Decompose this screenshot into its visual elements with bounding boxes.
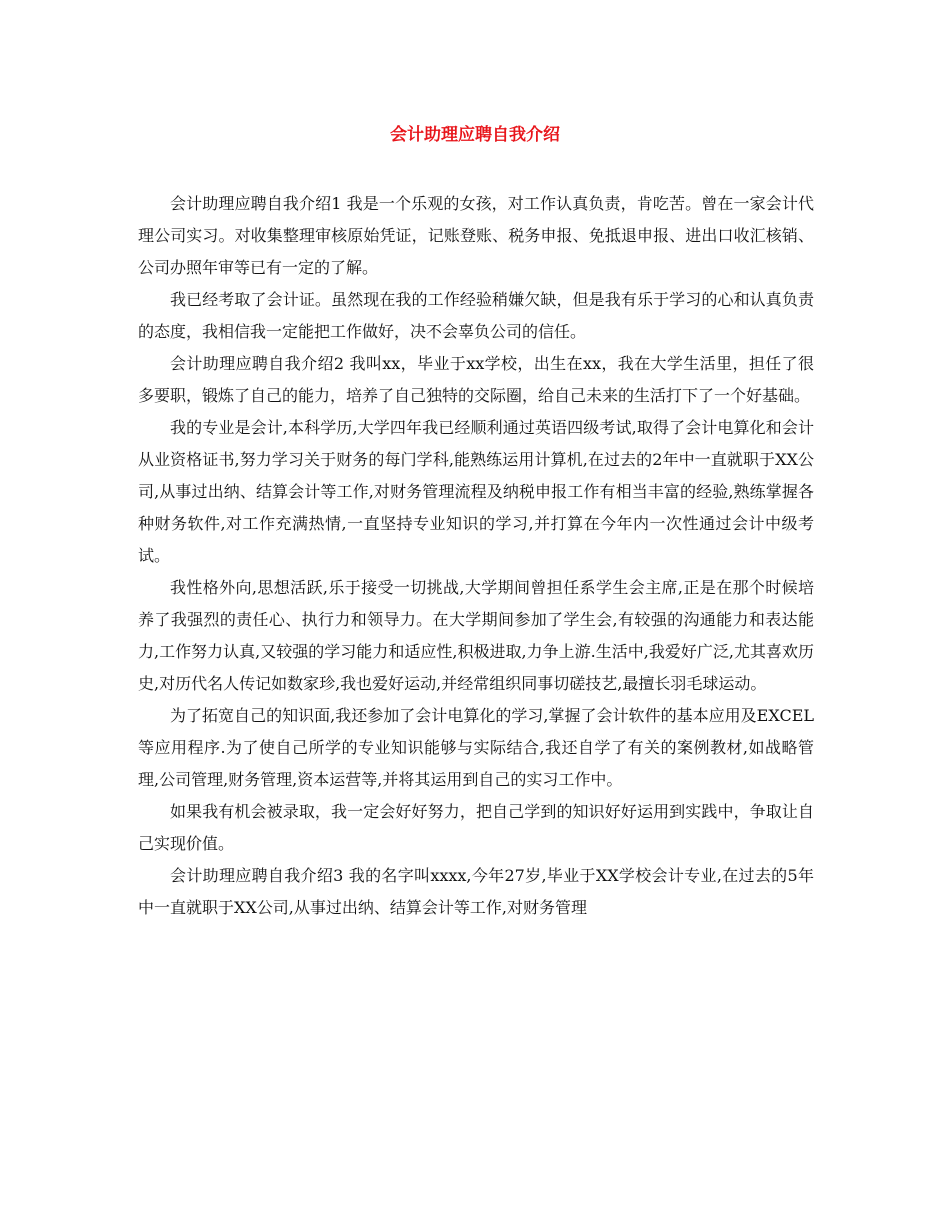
document-title: 会计助理应聘自我介绍 [390,125,560,145]
paragraph-3: 会计助理应聘自我介绍2 我叫xx，毕业于xx学校，出生在xx，我在大学生活里，担任了很多要职，锻炼了自己的能力，培养了自己独特的交际圈，给自己未来的生活打下了一个好基础。 [138,354,814,405]
paragraph-2: 我已经考取了会计证。虽然现在我的工作经验稍嫌欠缺，但是我有乐于学习的心和认真负责的态度，我相信我一定能把工作做好，决不会辜负公司的信任。 [138,290,814,341]
paragraph-6: 为了拓宽自己的知识面,我还参加了会计电算化的学习,掌握了会计软件的基本应用及EXCEL等应用程序.为了使自己所学的专业知识能够与实际结合,我还自学了有关的案例教材,如战略管理,公司管理,财务管理,资本运营等,并将其运用到自己的实习工作中。 [138,706,814,789]
paragraph-8: 会计助理应聘自我介绍3 我的名字叫xxxx,今年27岁,毕业于XX学校会计专业,在过去的5年中一直就职于XX公司,从事过出纳、结算会计等工作,对财务管理 [138,866,814,917]
paragraph-7: 如果我有机会被录取，我一定会好好努力，把自己学到的知识好好运用到实践中，争取让自己实现价值。 [138,802,814,853]
paragraph-4: 我的专业是会计,本科学历,大学四年我已经顺利通过英语四级考试,取得了会计电算化和会计从业资格证书,努力学习关于财务的每门学科,能熟练运用计算机,在过去的2年中一直就职于XX公司,从事过出纳、结算会计等工作,对财务管理流程及纳税申报工作有相当丰富的经验,熟练掌握各种财务软件,对工作充满热情,一直坚持专业知识的学习,并打算在今年内一次性通过会计中级考试。 [138,418,814,565]
paragraph-5: 我性格外向,思想活跃,乐于接受一切挑战,大学期间曾担任系学生会主席,正是在那个时候培养了我强烈的责任心、执行力和领导力。在大学期间参加了学生会,有较强的沟通能力和表达能力,工作努力认真,又较强的学习能力和适应性,积极进取,力争上游.生活中,我爱好广泛,尤其喜欢历史,对历代名人传记如数家珍,我也爱好运动,并经常组织同事切磋技艺,最擅长羽毛球运动。 [138,578,814,693]
paragraph-1: 会计助理应聘自我介绍1 我是一个乐观的女孩，对工作认真负责，肯吃苦。曾在一家会计代理公司实习。对收集整理审核原始凭证，记账登账、税务申报、免抵退申报、进出口收汇核销、公司办照年审等已有一定的了解。 [138,194,814,277]
document-body [138,188,814,924]
